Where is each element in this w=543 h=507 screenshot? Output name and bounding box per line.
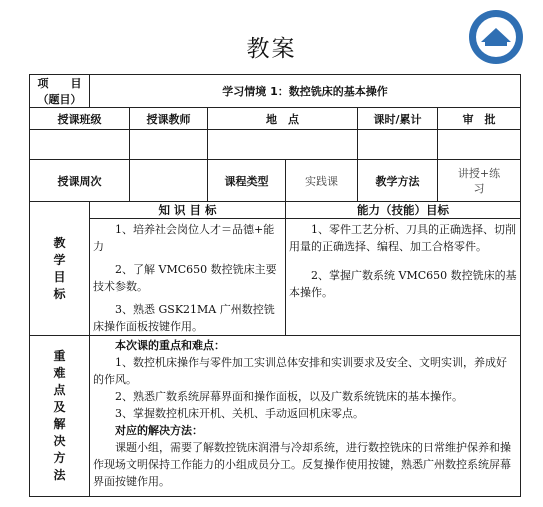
side-char: 点 (53, 383, 66, 397)
objectives-side-label (30, 202, 90, 336)
key-points-content (90, 336, 521, 497)
side-char: 难 (53, 366, 66, 380)
header-teacher: 授课教师 (130, 108, 208, 130)
solution-heading: 对应的解决方法： (115, 424, 203, 437)
method-value (438, 160, 521, 202)
header-hours: 课时/累计 (358, 108, 438, 130)
course-type-label: 课程类型 (208, 160, 286, 202)
header-class: 授课班级 (30, 108, 130, 130)
item-label-line1: 项 目 (37, 77, 82, 90)
side-char: 方 (53, 451, 66, 465)
side-char: 重 (53, 349, 66, 363)
page-title: 教案 (246, 36, 297, 62)
knowledge-objectives (90, 219, 286, 336)
knowledge-header: 知 识 目 标 (90, 202, 286, 219)
key-point-item: 3、掌握数控机床开机、关机、手动返回机床零点。 (115, 407, 364, 420)
week-label: 授课周次 (30, 160, 130, 202)
method-value-line1: 讲授+练 (457, 166, 501, 180)
knowledge-item: 1、培养社会岗位人才＝品德+能力 (93, 223, 275, 253)
location-value (208, 130, 358, 160)
side-char: 解 (53, 417, 66, 431)
key-points-heading: 本次课的重点和难点： (115, 339, 225, 352)
side-char: 决 (53, 434, 66, 448)
teacher-value (130, 130, 208, 160)
week-value (130, 160, 208, 202)
course-type-value: 实践课 (286, 160, 358, 202)
class-value (30, 130, 130, 160)
item-label-cell (30, 75, 90, 108)
side-char: 及 (53, 400, 66, 414)
item-value: 学习情境 1：数控铣床的基本操作 (90, 75, 521, 108)
lesson-plan-table (29, 74, 521, 497)
key-points-side-label (30, 336, 90, 497)
key-point-item: 1、数控机床操作与零件加工实训总体安排和实训要求及安全、文明实训，养成好的作风。 (93, 356, 507, 386)
method-value-line2: 习 (473, 181, 485, 195)
method-label: 教学方法 (358, 160, 438, 202)
knowledge-item: 3、熟悉 GSK21MA 广州数控铣床操作面板按键作用。 (93, 303, 275, 333)
ability-objectives (286, 219, 521, 336)
side-char: 学 (53, 252, 66, 267)
knowledge-item: 2、了解 VMC650 数控铣床主要技术参数。 (93, 263, 277, 293)
solution-text: 课题小组，需要了解数控铣床润滑与冷却系统，进行数控铣床的日常维护保养和操作现场文明保持工作能力的小组成员分工。反复操作使用按键，熟悉广州数控系统屏幕界面按键作用。 (93, 441, 511, 488)
ability-item: 2、掌握广数系统 VMC650 数控铣床的基本操作。 (289, 269, 517, 299)
side-char: 目 (53, 269, 66, 284)
ability-header: 能力（技能）目标 (286, 202, 521, 219)
item-label-line2: （题目） (37, 93, 82, 106)
header-approval: 审 批 (438, 108, 521, 130)
approval-value (438, 130, 521, 160)
ability-item: 1、零件工艺分析、刀具的正确选择、切削用量的正确选择、编程、加工合格零件。 (289, 223, 516, 253)
key-point-item: 2、熟悉广数系统屏幕界面和操作面板，以及广数系统铣床的基本操作。 (115, 390, 463, 403)
side-char: 标 (53, 286, 66, 301)
school-logo (467, 8, 525, 66)
side-char: 教 (53, 235, 66, 250)
hours-value (358, 130, 438, 160)
side-char: 法 (53, 468, 66, 482)
header-location: 地 点 (208, 108, 358, 130)
